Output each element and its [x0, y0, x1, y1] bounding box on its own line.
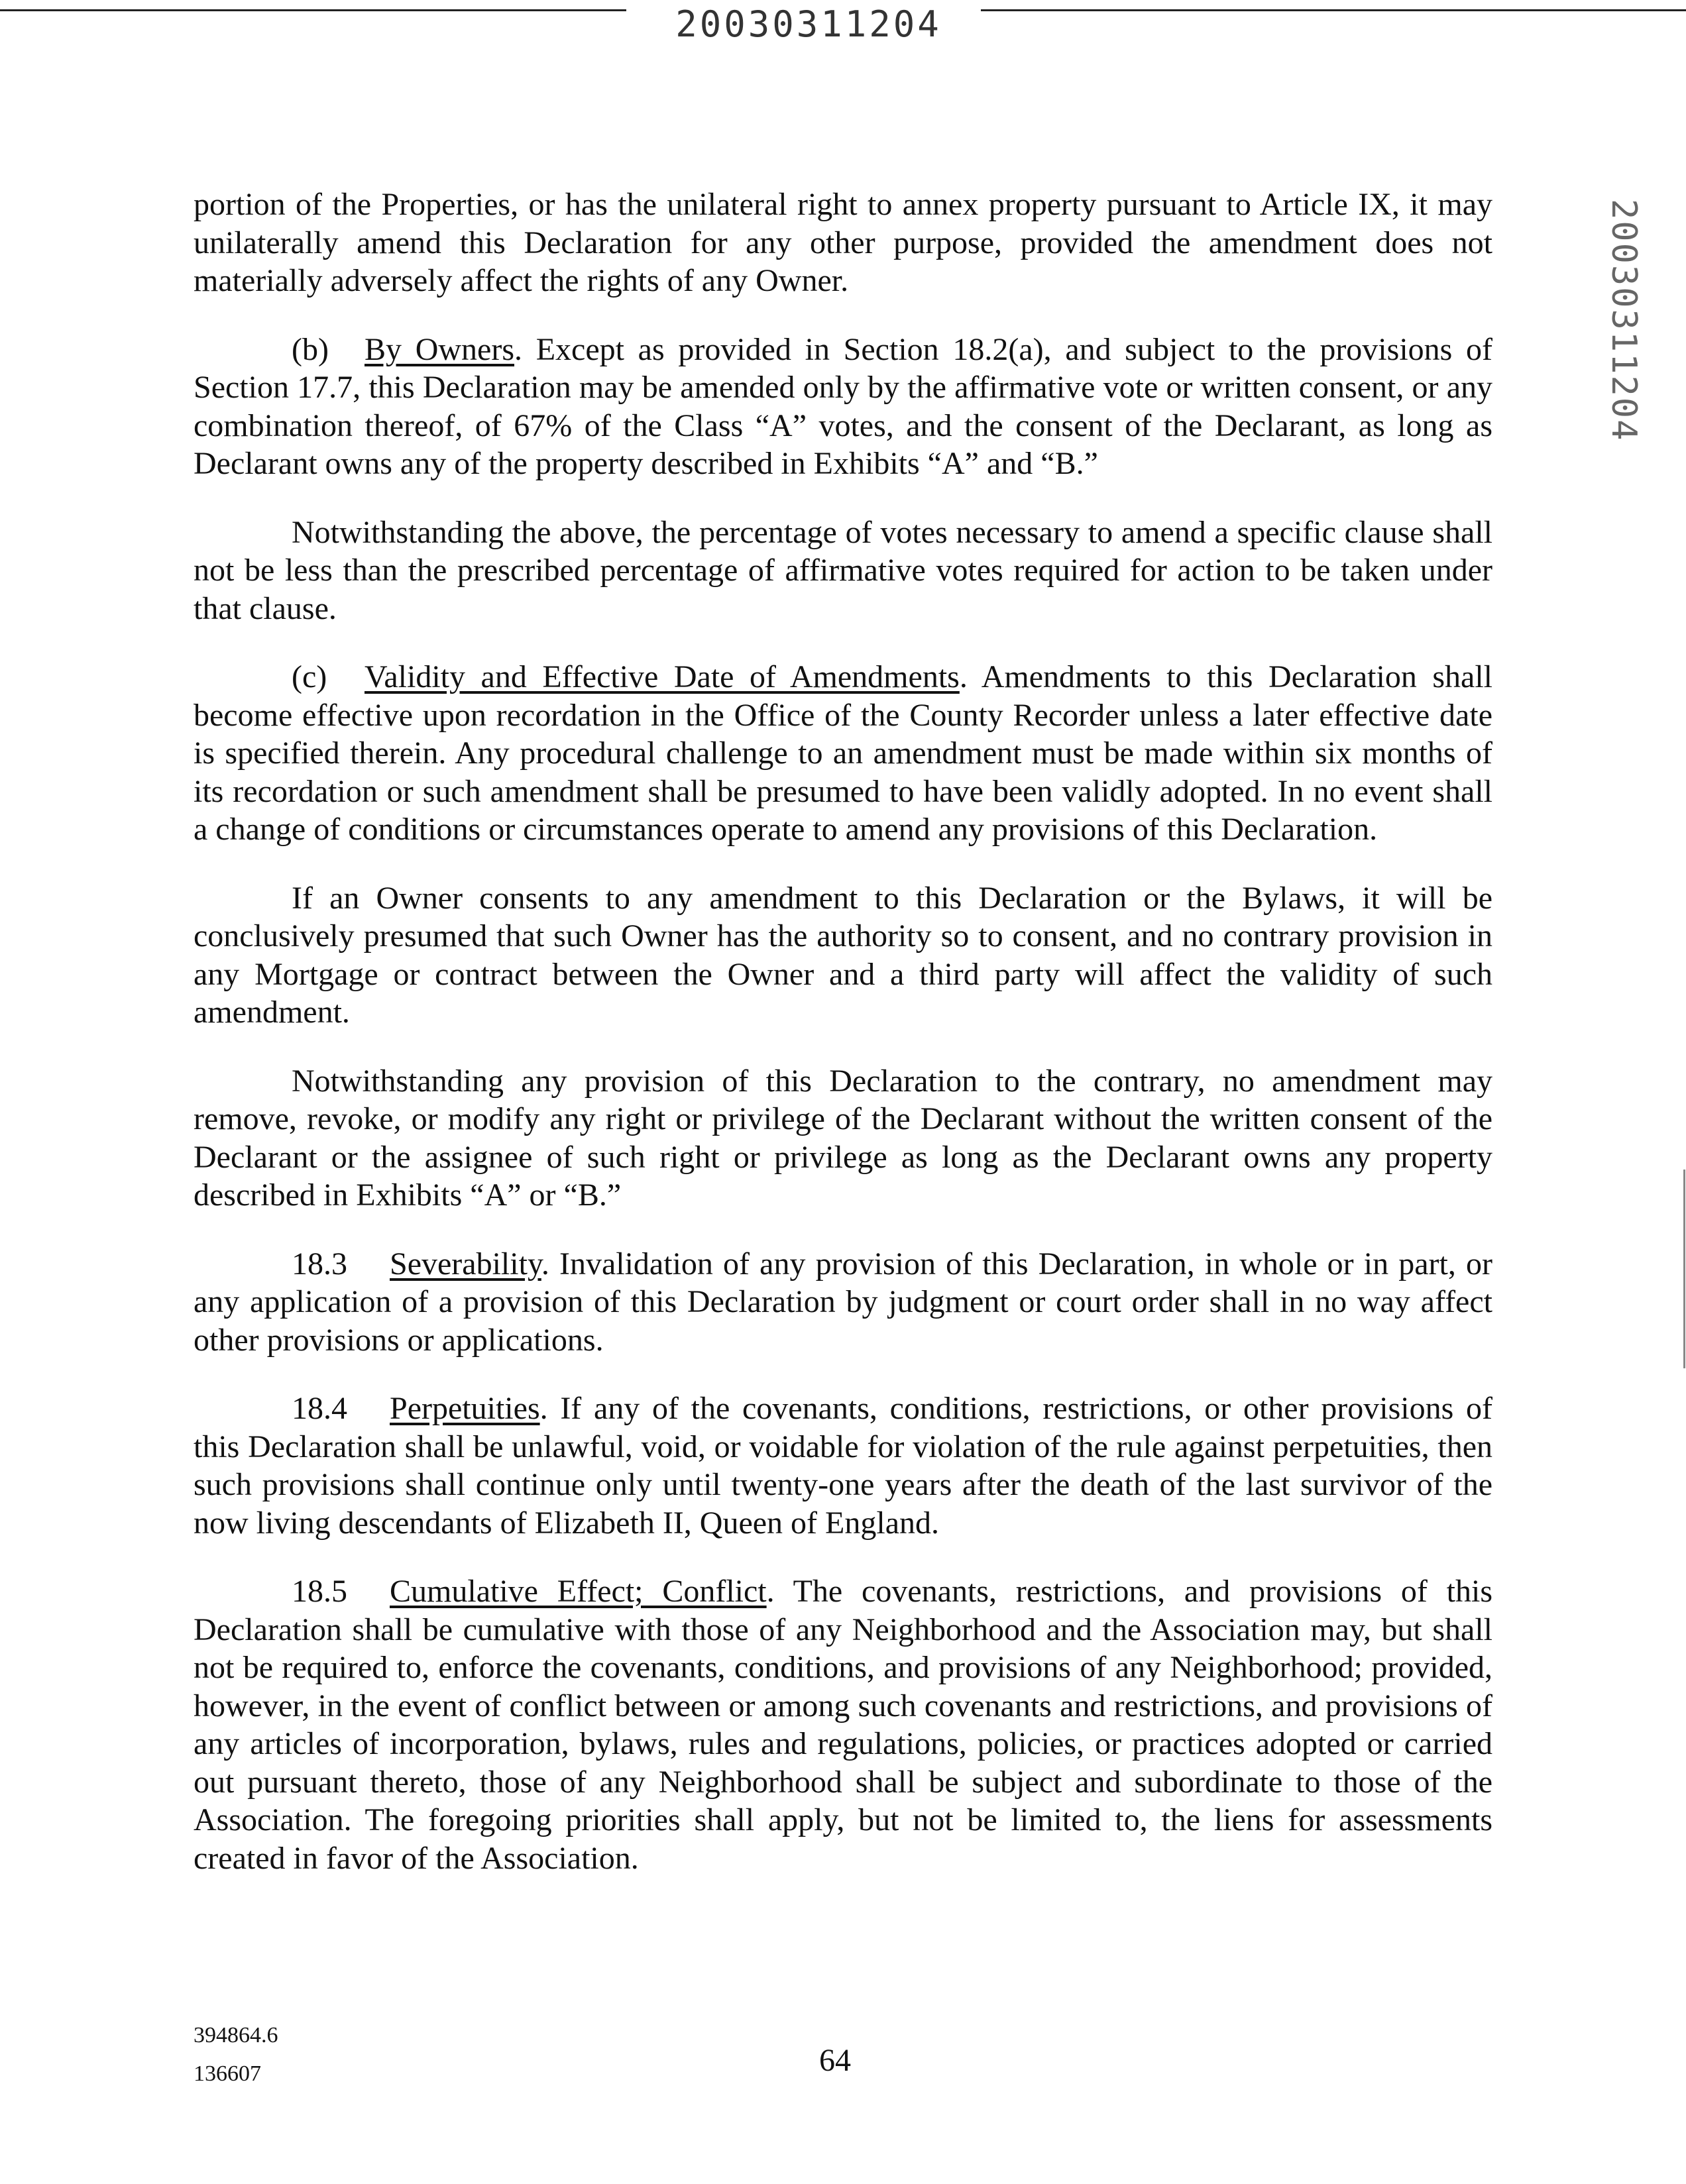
- section-heading: Severability: [390, 1246, 541, 1282]
- subsection-heading: By Owners: [365, 331, 515, 367]
- section-text: . If any of the covenants, conditions, restrictions, or other provisions of this Declaration shall be unlawful, void, or voidable for violation of the rule against perpetuities, then such provisions shall continue only until twenty-one years after the death of the last survivor of the now living descendants of Elizabeth II, Queen of England.: [194, 1391, 1492, 1541]
- section-heading: Cumulative Effect; Conflict: [390, 1574, 767, 1609]
- section-number: 18.3: [292, 1246, 347, 1282]
- document-body: [194, 186, 1492, 1908]
- subsection-text: . Amendments to this Declaration shall become effective upon recordation in the Office of the County Recorder unless a later effective date is specified therein. Any procedural challenge to an amendment must be made within six months of its recordation or such amendment shall be presumed to have been validly adopted. In no event shall a change of conditions or circumstances operate to amend any provisions of this Declaration.: [194, 659, 1492, 847]
- paragraph-validity: [194, 658, 1492, 849]
- side-document-stamp: 20030311204: [1604, 199, 1644, 442]
- paragraph-by-owners: [194, 331, 1492, 483]
- top-rule-left: [0, 9, 626, 11]
- section-18-5: [194, 1572, 1492, 1877]
- subsection-label: (c): [292, 659, 327, 694]
- section-text: . Invalidation of any provision of this Declaration, in whole or in part, or any application of a provision of this Declaration by judgment or court order shall in no way affect other provisions or applications.: [194, 1246, 1492, 1358]
- document-number-header: 20030311204: [675, 3, 942, 45]
- section-18-4: [194, 1390, 1492, 1542]
- top-rule-right: [981, 9, 1686, 11]
- subsection-text: . Except as provided in Section 18.2(a), and subject to the provisions of Section 17.7, this Declaration may be amended only by the affirmative vote or written consent, or any combination thereof, of 67% of the Class “A” votes, and the consent of the Declarant, as long as Declarant owns any of the property described in Exhibits “A” and “B.”: [194, 331, 1493, 481]
- subsection-label: (b): [292, 331, 329, 367]
- subsection-heading: Validity and Effective Date of Amendments: [365, 659, 960, 694]
- footer-matter-code: 136607: [194, 2061, 261, 2086]
- margin-mark: [1683, 1170, 1685, 1368]
- paragraph-owner-consent: If an Owner consents to any amendment to this Declaration or the Bylaws, it will be conclusively presumed that such Owner has the authority so to consent, and no contrary provision in any Mortgage or contract between the Owner and a third party will affect the validity of such amendment.: [194, 880, 1492, 1030]
- section-18-3: [194, 1245, 1492, 1360]
- section-heading: Perpetuities: [390, 1391, 540, 1426]
- section-number: 18.4: [292, 1391, 347, 1426]
- paragraph-declarant-rights: Notwithstanding any provision of this Declaration to the contrary, no amendment may remove, revoke, or modify any right or privilege of the Declarant without the written consent of the Declarant or the assignee of such right or privilege as long as the Declarant owns any property described in Exhibits “A” or “B.”: [194, 1063, 1492, 1213]
- paragraph-notwithstanding-votes: Notwithstanding the above, the percentage of votes necessary to amend a specific clause shall not be less than the prescribed percentage of affirmative votes required for action to be taken under that clause.: [194, 514, 1492, 626]
- paragraph-continuation: portion of the Properties, or has the unilateral right to annex property pursuant to Article IX, it may unilaterally amend this Declaration for any other purpose, provided the amendment does not materially adversely affect the rights of any Owner.: [194, 187, 1492, 298]
- section-number: 18.5: [292, 1574, 347, 1609]
- section-text: . The covenants, restrictions, and provisions of this Declaration shall be cumulative with those of any Neighborhood and the Association may, but shall not be required to, enforce the covenants, conditions, and provisions of any Neighborhood; provided, however, in the event of conflict between or among such covenants and restrictions, and provisions of any articles of incorporation, bylaws, rules and regulations, policies, or practices adopted or carried out pursuant thereto, those of any Neighborhood shall be subject and subordinate to those of the Association. The foregoing priorities shall apply, but not be limited to, the liens for assessments created in favor of the Association.: [194, 1574, 1493, 1876]
- page-number: 64: [819, 2043, 851, 2078]
- footer-document-code: 394864.6: [194, 2023, 278, 2048]
